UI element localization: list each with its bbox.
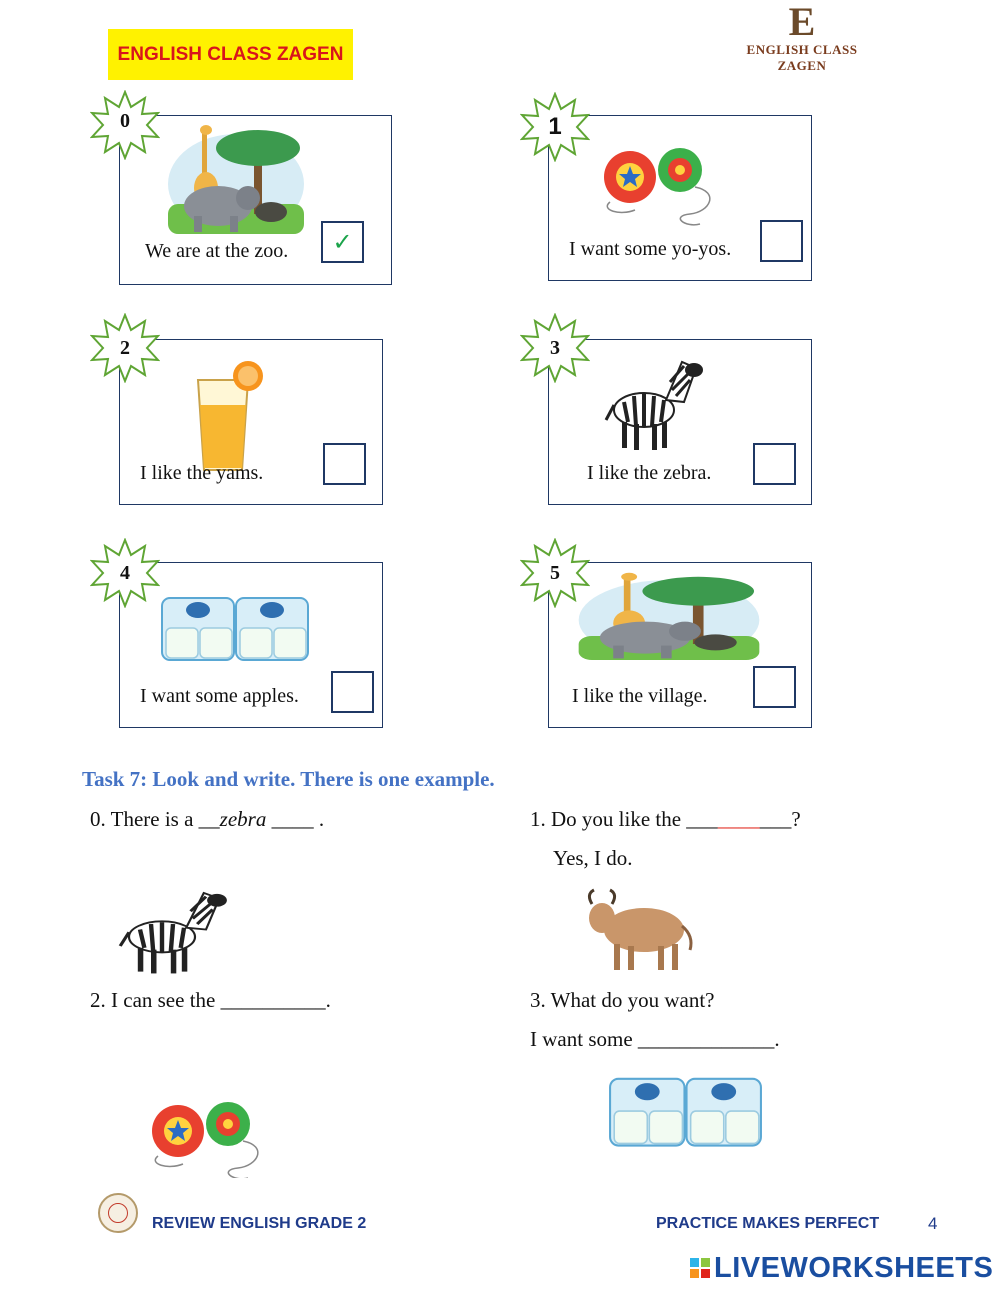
card-4-text: I want some apples. xyxy=(140,685,299,707)
liveworksheets-logo-icon xyxy=(690,1258,710,1278)
card-5-text: I like the village. xyxy=(572,685,708,707)
question-0-prefix: 0. There is a __ xyxy=(90,807,220,831)
star-badge-4 xyxy=(90,538,160,608)
question-0-suffix: ____ . xyxy=(266,807,325,831)
class-badge: ENGLISH CLASS ZAGEN xyxy=(108,29,353,80)
card-5-number: 5 xyxy=(550,561,560,584)
card-1-text: I want some yo-yos. xyxy=(569,238,732,260)
juice-picture xyxy=(190,360,270,475)
check-icon: ✓ xyxy=(332,228,353,256)
zoo-picture xyxy=(576,572,762,660)
card-4-number: 4 xyxy=(120,561,130,584)
question-1 xyxy=(530,807,801,832)
card-1-checkbox[interactable] xyxy=(760,220,803,262)
card-3-text: I like the zebra. xyxy=(587,462,712,484)
star-badge-0 xyxy=(90,90,160,160)
card-0-text: We are at the zoo. xyxy=(145,240,289,262)
question-1-prefix: 1. Do you like the ___ xyxy=(530,807,718,831)
yogurt-picture xyxy=(160,588,310,666)
card-5-checkbox[interactable] xyxy=(753,666,796,708)
question-3-answer-line[interactable]: I want some _____________. xyxy=(530,1027,780,1051)
card-2-checkbox[interactable] xyxy=(323,443,366,485)
card-2-text: I like the yams. xyxy=(140,462,264,484)
class-logo xyxy=(722,0,882,73)
question-0-answer: zebra xyxy=(219,807,267,831)
question-2: 2. I can see the __________. xyxy=(90,988,331,1012)
liveworksheets-brand[interactable] xyxy=(690,1250,993,1286)
question-1-suffix: ___? xyxy=(759,807,801,831)
ox-picture xyxy=(582,886,697,974)
card-3-checkbox[interactable] xyxy=(753,443,796,485)
logo-letter: E xyxy=(788,0,816,44)
card-2-number: 2 xyxy=(120,336,130,359)
zebra-picture xyxy=(604,350,704,455)
answer-input-1[interactable]: ____ xyxy=(717,807,760,831)
question-3: 3. What do you want? xyxy=(530,988,715,1012)
star-badge-3 xyxy=(520,313,590,383)
footer-seal-icon xyxy=(98,1193,138,1233)
star-badge-1 xyxy=(520,92,590,162)
footer-right: PRACTICE MAKES PERFECT xyxy=(656,1215,880,1232)
question-1-reply: Yes, I do. xyxy=(553,846,633,870)
yoyo-picture xyxy=(148,1086,273,1178)
card-1-number: 1 xyxy=(548,113,562,140)
question-0 xyxy=(90,807,324,832)
star-badge-2 xyxy=(90,313,160,383)
card-4-checkbox[interactable] xyxy=(331,671,374,713)
yoyo-picture xyxy=(600,132,730,232)
logo-text: ENGLISH CLASS ZAGEN xyxy=(746,42,858,73)
footer-left: REVIEW ENGLISH GRADE 2 xyxy=(152,1215,367,1232)
card-3-number: 3 xyxy=(550,336,560,359)
zoo-picture xyxy=(166,124,306,234)
yogurt-picture xyxy=(608,1068,763,1152)
star-badge-5 xyxy=(520,538,590,608)
zebra-picture xyxy=(118,882,228,978)
card-0-number: 0 xyxy=(120,109,130,132)
task-7-title: Task 7: Look and write. There is one example. xyxy=(82,767,495,791)
card-0-checkbox[interactable] xyxy=(321,221,364,263)
liveworksheets-text: LIVEWORKSHEETS xyxy=(714,1251,994,1284)
page-number: 4 xyxy=(928,1214,938,1233)
